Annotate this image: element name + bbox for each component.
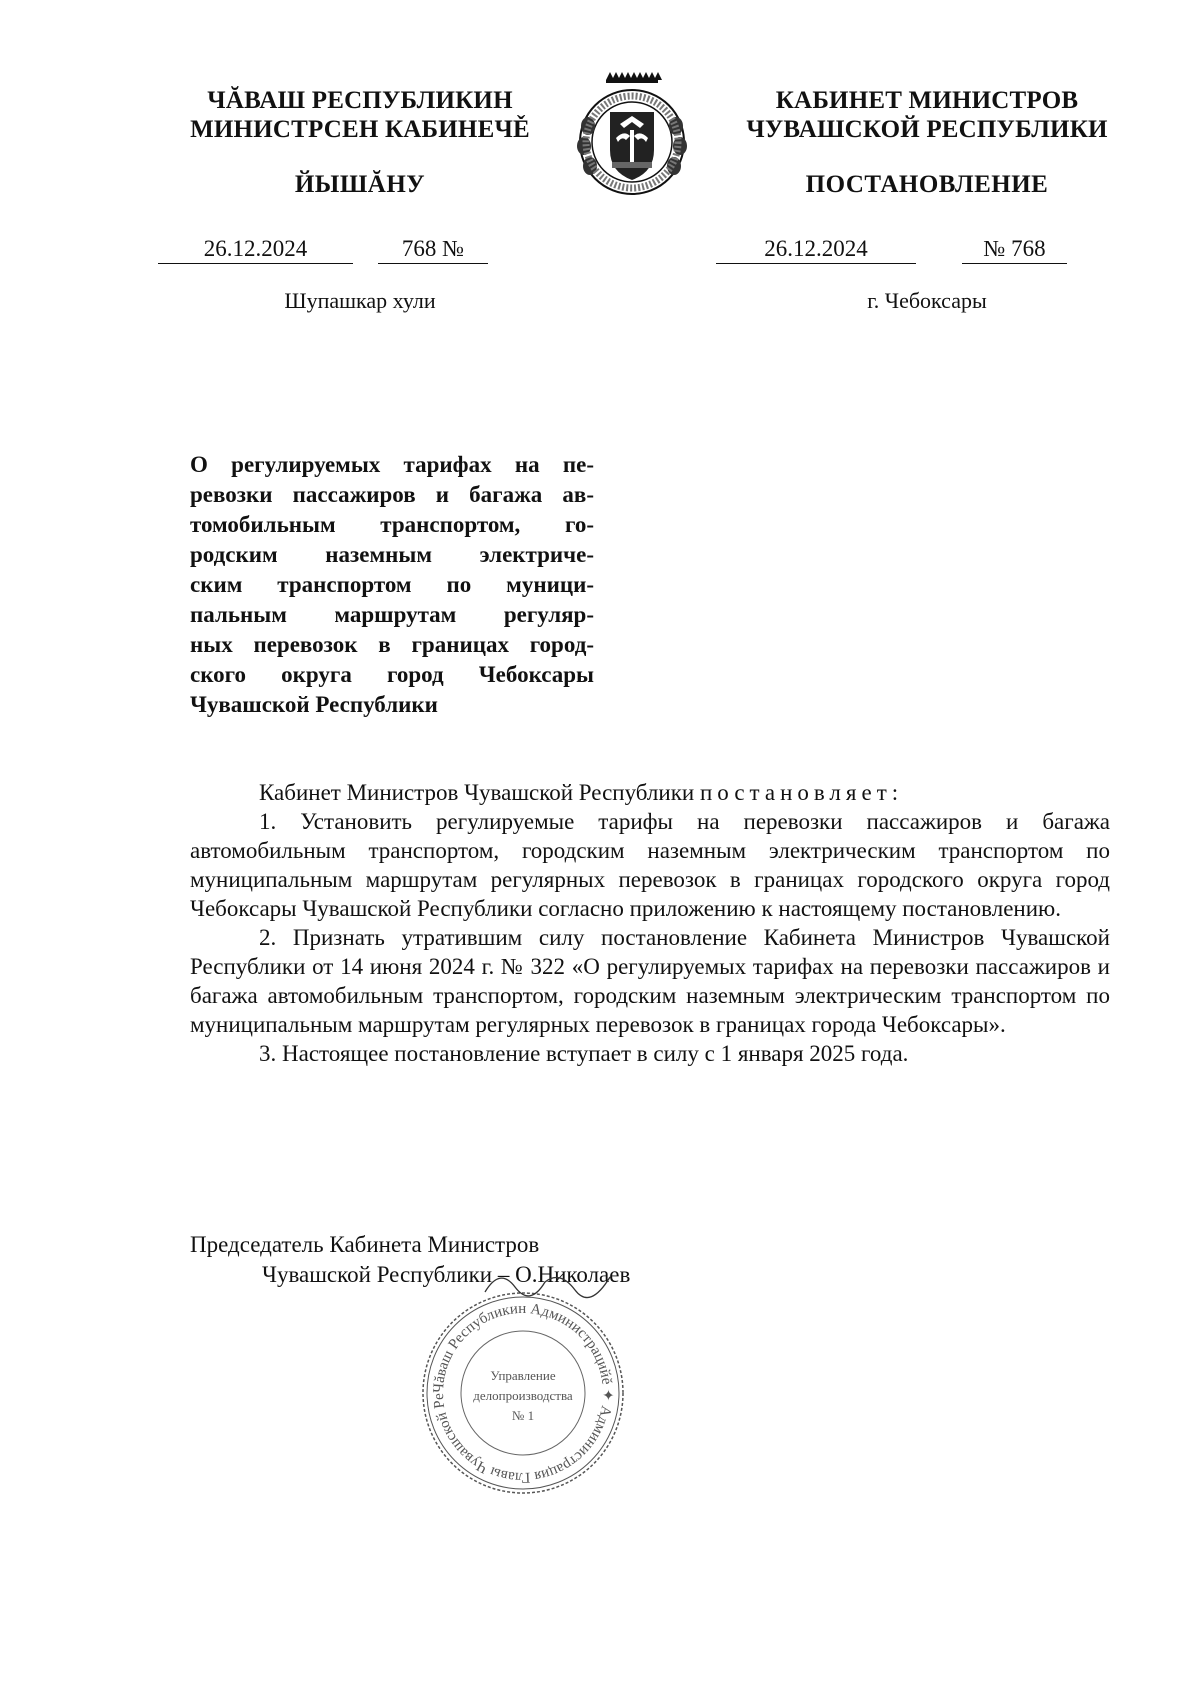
handwritten-signature-icon <box>480 1262 620 1302</box>
title-line: пальным маршрутам регуляр- <box>190 602 594 627</box>
round-seal-icon <box>418 1288 628 1498</box>
signature-dash: – <box>497 1262 516 1287</box>
right-date: 26.12.2024 <box>764 236 868 261</box>
chuvash-coat-of-arms-icon <box>572 64 692 202</box>
title-line: томобильным транспортом, го- <box>190 512 594 537</box>
left-doc-type: ЙЫШĂНУ <box>294 171 426 198</box>
title-line: ревозки пассажиров и багажа ав- <box>190 482 594 507</box>
right-number: № 768 <box>983 236 1046 261</box>
title-line: О регулируемых тарифах на пе- <box>190 452 594 477</box>
right-org-name <box>712 86 1142 144</box>
signature-line1: Председатель Кабинета Министров <box>190 1232 540 1257</box>
intro-lead: Кабинет Министров Чувашской Республики <box>259 780 695 805</box>
right-number-field <box>962 236 1067 264</box>
left-org-line2: МИНИСТРСЕН КАБИНЕЧĚ <box>190 116 530 143</box>
right-org-line2: ЧУВАШСКОЙ РЕСПУБЛИКИ <box>746 116 1108 143</box>
signature-org: Чувашской Республики <box>262 1262 493 1287</box>
right-doc-type: ПОСТАНОВЛЕНИЕ <box>805 171 1049 198</box>
title-line: родским наземным электриче- <box>190 542 594 567</box>
left-org-name <box>150 86 570 144</box>
left-date-field <box>158 236 353 264</box>
left-org-line1: ЧĂВАШ РЕСПУБЛИКИН <box>207 87 513 114</box>
title-line: Чувашской Республики <box>190 692 438 717</box>
right-place: г. Чебоксары <box>867 288 987 313</box>
left-place: Шупашкар хули <box>284 288 436 313</box>
document-title <box>190 450 594 720</box>
stamp-center-line3: № 1 <box>511 1408 535 1423</box>
title-line: ским транспортом по муници- <box>190 572 594 597</box>
paragraph-3: 3. Настоящее постановление вступает в силу с 1 января 2025 года. <box>259 1041 909 1066</box>
stamp-ring-text: Чăваш Республикин Администрацийĕ ✦ Администрация Главы Чувашской Ре <box>430 1300 616 1486</box>
document-body <box>190 778 1110 1068</box>
left-date: 26.12.2024 <box>203 236 308 261</box>
title-line: ных перевозок в границах город- <box>190 632 594 657</box>
left-number-field <box>378 236 488 264</box>
signature-name: О.Николаев <box>515 1262 631 1287</box>
official-stamp <box>418 1288 628 1498</box>
intro-verb: постановляет: <box>699 780 904 805</box>
right-date-field <box>716 236 916 264</box>
stamp-center-line1: Управление <box>490 1368 556 1383</box>
stamp-center-line2: делопроизводства <box>473 1388 573 1403</box>
intro-paragraph <box>190 778 1110 807</box>
paragraph-2: 2. Признать утратившим силу постановление Кабинета Министров Чувашской Республики от 14 июня 2024 г. № 322 «О регулируемых тарифах на перевозки пассажиров и багажа автомобильным транспортом, городским наземным электрическим транспортом по муниципальным маршрутам регулярных перевозок в границах города Чебоксары». <box>190 925 1110 1037</box>
right-org-line1: КАБИНЕТ МИНИСТРОВ <box>775 87 1079 114</box>
paragraph-1: 1. Установить регулируемые тарифы на перевозки пассажиров и багажа автомобильным транспортом, городским наземным электрическим транспортом по муниципальным маршрутам регулярных перевозок в границах городского округа город Чебоксары Чувашской Республики согласно приложению к настоящему постановлению. <box>190 809 1110 921</box>
left-number: 768 № <box>401 236 465 261</box>
coat-of-arms <box>572 64 692 202</box>
title-line: ского округа город Чебоксары <box>190 662 594 687</box>
